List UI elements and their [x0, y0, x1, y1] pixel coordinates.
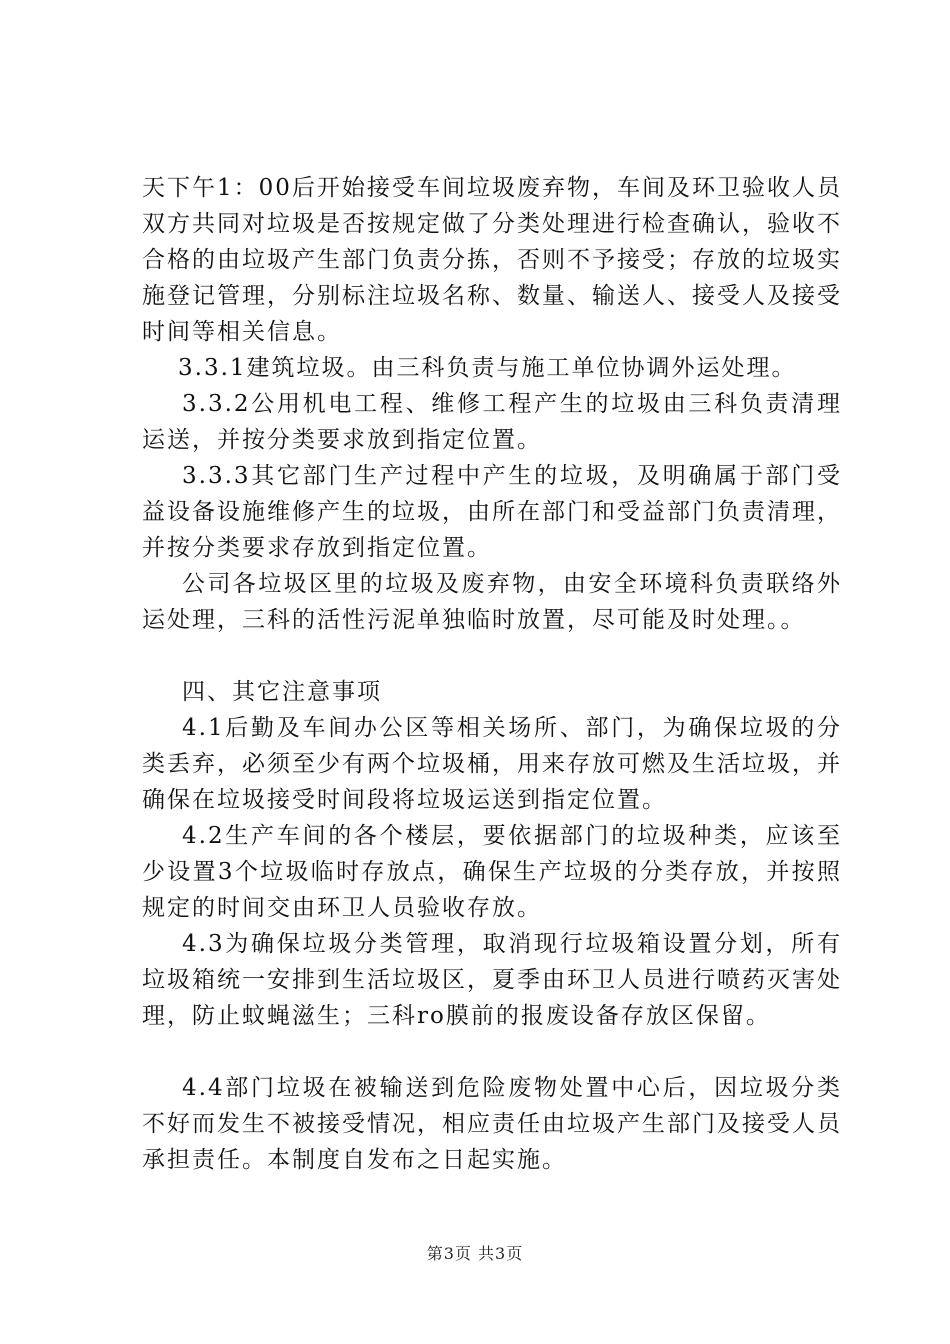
paragraph-3-3-3: 3.3.3其它部门生产过程中产生的垃圾，及明确属于部门受益设备设施维修产生的垃圾，由所在部门和受益部门负责清理，并按分类要求存放到指定位置。 — [142, 463, 842, 561]
section-heading-other-notes: 四、其它注意事项 — [182, 679, 382, 705]
paragraph-waste-areas: 公司各垃圾区里的垃圾及废弃物，由安全环境科负责联络外运处理，三科的活性污泥单独临时放置，尽可能及时处理。。 — [142, 571, 842, 633]
paragraph-gap — [142, 1034, 842, 1070]
document-body — [142, 170, 842, 1178]
page-number-footer: 第3页 共3页 — [426, 1244, 524, 1263]
paragraph-4-1: 4.1后勤及车间办公区等相关场所、部门，为确保垃圾的分类丢弃，必须至少有两个垃圾桶，用来存放可燃及生活垃圾，并确保在垃圾接受时间段将垃圾运送到指定位置。 — [142, 715, 842, 813]
paragraph-4-4: 4.4部门垃圾在被输送到危险废物处置中心后，因垃圾分类不好而发生不被接受情况，相应责任由垃圾产生部门及接受人员承担责任。本制度自发布之日起实施。 — [142, 1075, 842, 1173]
paragraph-4-2: 4.2生产车间的各个楼层，要依据部门的垃圾种类，应该至少设置3个垃圾临时存放点，确保生产垃圾的分类存放，并按照规定的时间交由环卫人员验收存放。 — [142, 823, 842, 921]
paragraph-continuation: 天下午1：00后开始接受车间垃圾废弃物，车间及环卫验收人员双方共同对垃圾是否按规定做了分类处理进行检查确认，验收不合格的由垃圾产生部门负责分拣，否则不予接受；存放的垃圾实施登记管理，分别标注垃圾名称、数量、输送人、接受人及接受时间等相关信息。 — [142, 175, 842, 345]
paragraph-3-3-2: 3.3.2公用机电工程、维修工程产生的垃圾由三科负责清理运送，并按分类要求放到指定位置。 — [142, 391, 842, 453]
paragraph-gap — [142, 638, 842, 674]
paragraph-4-3: 4.3为确保垃圾分类管理，取消现行垃圾箱设置分划，所有垃圾箱统一安排到生活垃圾区，夏季由环卫人员进行喷药灭害处理，防止蚊蝇滋生；三科ro膜前的报废设备存放区保留。 — [142, 931, 842, 1029]
paragraph-3-3-1: 3.3.1建筑垃圾。由三科负责与施工单位协调外运处理。 — [178, 355, 797, 381]
